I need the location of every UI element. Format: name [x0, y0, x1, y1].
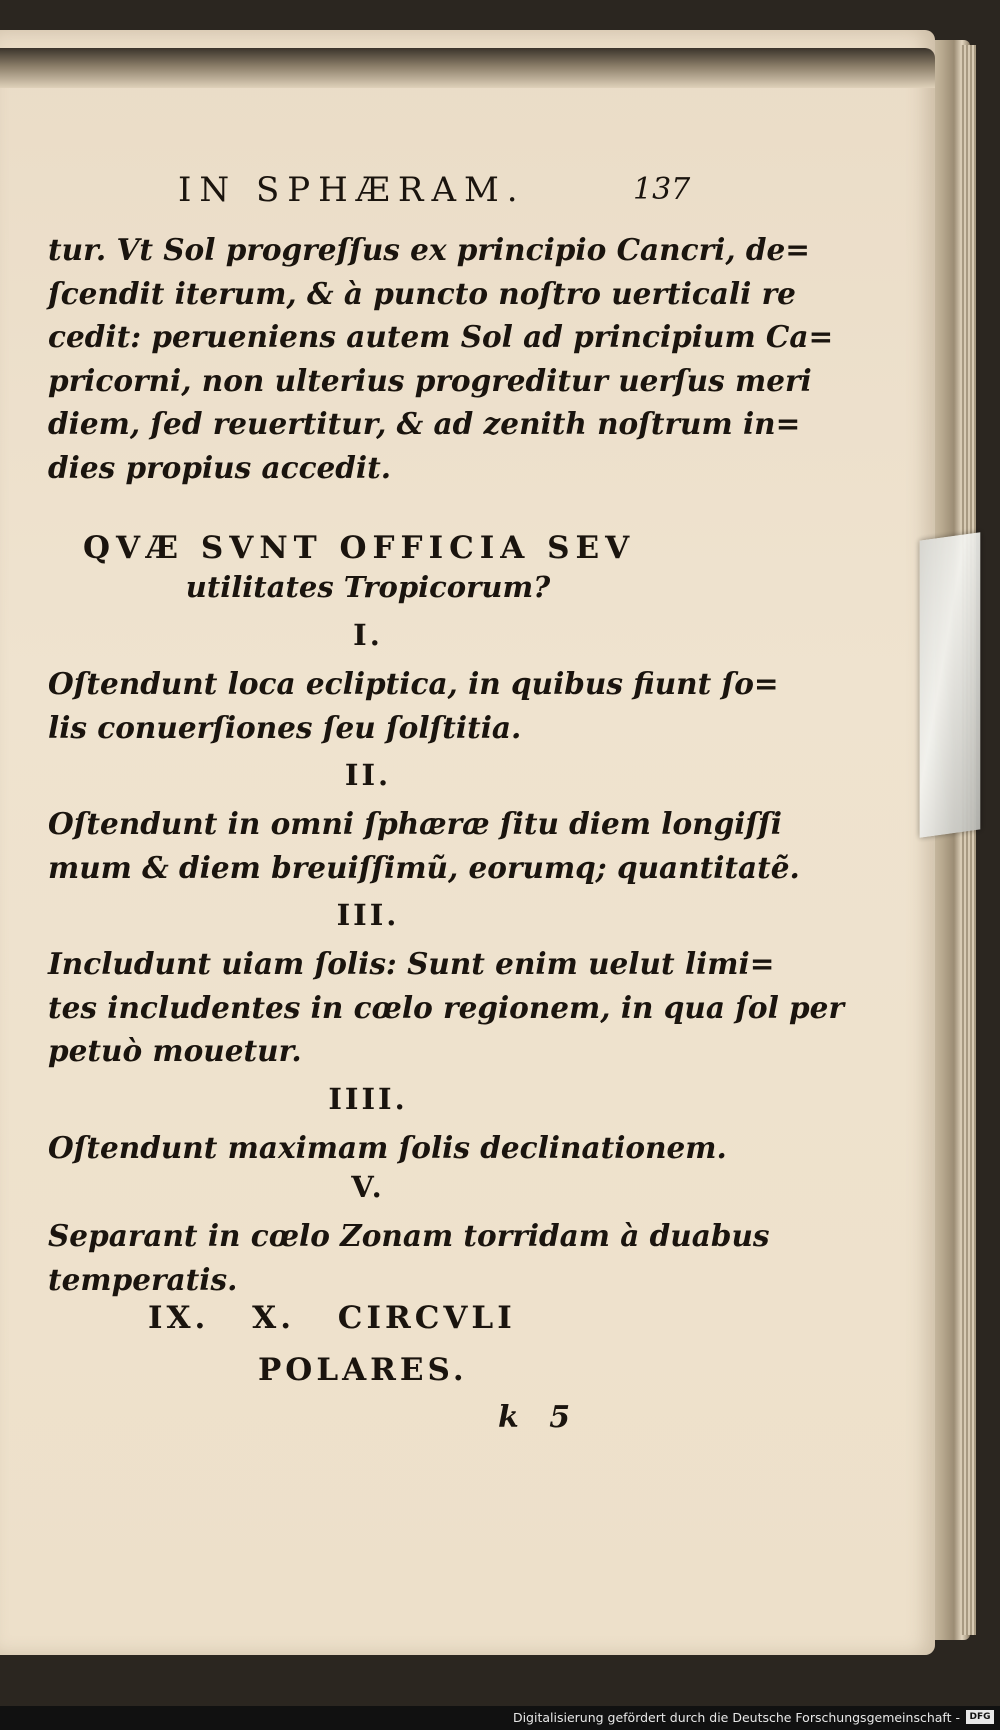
page-top-shadow — [0, 48, 935, 88]
item-text — [48, 662, 779, 749]
question-heading-line2: utilitates Tropicorum? — [185, 570, 551, 604]
question-heading — [48, 530, 688, 604]
footer-credit: Digitalisierung gefördert durch die Deutsche Forschungsgemeinschaft - — [512, 1710, 960, 1725]
page-number: 137 — [633, 172, 691, 207]
text-line: dies propius accedit. — [48, 449, 392, 485]
item-text — [48, 1214, 770, 1301]
text-line: lis conuerſiones ſeu ſolſtitia. — [48, 709, 522, 745]
text-line: Oſtendunt in omni ſphæræ ſitu diem longiſſi — [48, 806, 783, 841]
paragraph-continuation — [48, 228, 834, 489]
signature-mark: k 5 — [498, 1400, 581, 1435]
item-numeral: V. — [351, 1170, 385, 1204]
item-text — [48, 942, 844, 1073]
dfg-logo: DFG — [966, 1710, 994, 1724]
page-marker-strip — [920, 532, 981, 837]
running-head-title: IN SPHÆRAM. — [178, 170, 526, 210]
running-head — [48, 170, 691, 220]
text-line: tes includentes in cœlo regionem, in qua ſol per — [48, 989, 844, 1025]
text-line: tur. Vt Sol progreſſus ex principio Cancri, de= — [48, 232, 810, 267]
text-line: mum & diem breuiſſimũ, eorumq; quantitatẽ. — [48, 849, 800, 885]
question-heading-line1: QVÆ SVNT OFFICIA SEV — [83, 530, 636, 566]
text-line: petuò mouetur. — [48, 1033, 302, 1068]
item-numeral: I. — [353, 618, 383, 652]
chapter-heading-line1: IX. X. CIRCVLI — [148, 1300, 516, 1336]
item-text — [48, 1126, 727, 1170]
chapter-heading-line2: POLARES. — [258, 1352, 468, 1388]
text-line: pricorni, non ulterius progreditur uerſus meri — [48, 362, 812, 398]
item-numeral: II. — [344, 758, 392, 792]
item-numeral: IIII. — [328, 1082, 408, 1116]
text-line: temperatis. — [48, 1261, 238, 1297]
item-numeral: III. — [336, 898, 400, 932]
text-line: Oſtendunt maximam ſolis declinationem. — [48, 1130, 727, 1165]
text-line: Separant in cœlo Zonam torridam à duabus — [48, 1218, 770, 1253]
text-line: Oſtendunt loca ecliptica, in quibus fiunt ſo= — [48, 666, 779, 701]
item-text — [48, 802, 800, 889]
text-line: ſcendit iterum, & à puncto noſtro uerticali re — [48, 275, 796, 311]
text-line: Includunt uiam ſolis: Sunt enim uelut limi= — [48, 946, 775, 981]
text-line: cedit: perueniens autem Sol ad principium Ca= — [48, 319, 834, 354]
book-page-stack — [960, 45, 976, 1635]
text-line: diem, ſed reuertitur, & ad zenith noſtrum in= — [48, 406, 801, 441]
digitization-footer — [0, 1706, 1000, 1730]
